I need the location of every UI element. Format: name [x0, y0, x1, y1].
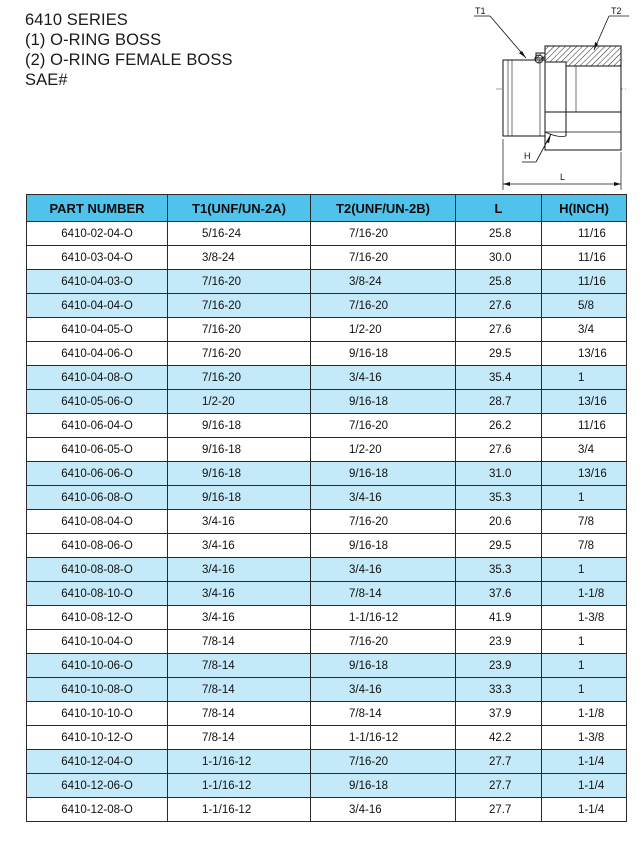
column-header-part-number: PART NUMBER — [27, 195, 168, 222]
t2-cell: 1/2-20 — [311, 318, 456, 342]
label-h: H — [524, 151, 531, 161]
t1-cell: 1-1/16-12 — [168, 774, 311, 798]
t2-cell: 7/16-20 — [311, 630, 456, 654]
h-cell: 11/16 — [542, 414, 627, 438]
part-number-cell: 6410-10-10-O — [27, 702, 168, 726]
part-number-cell: 6410-10-04-O — [27, 630, 168, 654]
part-number-cell: 6410-02-04-O — [27, 222, 168, 246]
table-row — [27, 678, 627, 702]
h-cell: 13/16 — [542, 462, 627, 486]
t2-cell: 1/2-20 — [311, 438, 456, 462]
part-spec-table — [26, 194, 627, 822]
part-number-cell: 6410-08-08-O — [27, 558, 168, 582]
table-row — [27, 750, 627, 774]
h-cell: 1 — [542, 678, 627, 702]
table-row — [27, 462, 627, 486]
part-number-cell: 6410-04-03-O — [27, 270, 168, 294]
column-header-h: H(INCH) — [542, 195, 627, 222]
table-row — [27, 270, 627, 294]
table-row — [27, 318, 627, 342]
table-row — [27, 390, 627, 414]
h-cell: 1-1/4 — [542, 750, 627, 774]
column-header-t1: T1(UNF/UN-2A) — [168, 195, 311, 222]
h-cell: 3/4 — [542, 318, 627, 342]
t2-cell: 3/4-16 — [311, 486, 456, 510]
table-row — [27, 510, 627, 534]
column-header-l: L — [456, 195, 542, 222]
t2-cell: 7/16-20 — [311, 246, 456, 270]
table-row — [27, 630, 627, 654]
part-number-cell: 6410-05-06-O — [27, 390, 168, 414]
h-cell: 11/16 — [542, 270, 627, 294]
table-row — [27, 798, 627, 822]
table-row — [27, 582, 627, 606]
t1-cell: 7/8-14 — [168, 702, 311, 726]
h-cell: 11/16 — [542, 222, 627, 246]
t1-cell: 7/16-20 — [168, 270, 311, 294]
l-cell: 26.2 — [456, 414, 542, 438]
h-cell: 1-1/4 — [542, 798, 627, 822]
part-number-cell: 6410-06-08-O — [27, 486, 168, 510]
t1-cell: 1-1/16-12 — [168, 798, 311, 822]
table-row — [27, 726, 627, 750]
part-number-cell: 6410-06-06-O — [27, 462, 168, 486]
l-cell: 23.9 — [456, 654, 542, 678]
h-cell: 1-1/4 — [542, 774, 627, 798]
o-ring — [535, 55, 543, 63]
table-row — [27, 774, 627, 798]
subtitle-sae: SAE# — [25, 71, 68, 89]
t1-cell: 7/8-14 — [168, 630, 311, 654]
t2-cell: 7/16-20 — [311, 222, 456, 246]
h-cell: 1-3/8 — [542, 726, 627, 750]
table-row — [27, 294, 627, 318]
male-boss-body — [503, 60, 545, 136]
table-row — [27, 654, 627, 678]
h-cell: 1-1/8 — [542, 582, 627, 606]
part-number-cell: 6410-12-06-O — [27, 774, 168, 798]
t2-cell: 1-1/16-12 — [311, 726, 456, 750]
l-cell: 37.6 — [456, 582, 542, 606]
t1-cell: 7/16-20 — [168, 366, 311, 390]
part-number-cell: 6410-04-05-O — [27, 318, 168, 342]
h-cell: 1 — [542, 486, 627, 510]
part-number-cell: 6410-06-04-O — [27, 414, 168, 438]
t2-cell: 9/16-18 — [311, 462, 456, 486]
t1-cell: 9/16-18 — [168, 486, 311, 510]
t2-cell: 7/8-14 — [311, 702, 456, 726]
l-cell: 29.5 — [456, 534, 542, 558]
table-row — [27, 342, 627, 366]
h-cell: 1 — [542, 366, 627, 390]
l-cell: 25.8 — [456, 270, 542, 294]
h-cell: 5/8 — [542, 294, 627, 318]
l-cell: 31.0 — [456, 462, 542, 486]
label-t2: T2 — [611, 6, 622, 16]
label-l: L — [560, 172, 566, 182]
table-body — [27, 222, 627, 822]
part-number-cell: 6410-04-06-O — [27, 342, 168, 366]
part-number-cell: 6410-03-04-O — [27, 246, 168, 270]
t1-cell: 7/8-14 — [168, 678, 311, 702]
t1-cell: 1-1/16-12 — [168, 750, 311, 774]
table-row — [27, 246, 627, 270]
t1-cell: 7/16-20 — [168, 294, 311, 318]
table-row — [27, 222, 627, 246]
h-cell: 7/8 — [542, 534, 627, 558]
subtitle-o-ring-female-boss: (2) O-RING FEMALE BOSS — [25, 51, 233, 69]
t1-cell: 3/4-16 — [168, 558, 311, 582]
t1-cell: 9/16-18 — [168, 438, 311, 462]
l-cell: 28.7 — [456, 390, 542, 414]
h-cell: 1 — [542, 630, 627, 654]
part-number-cell: 6410-12-08-O — [27, 798, 168, 822]
l-cell: 27.6 — [456, 294, 542, 318]
l-cell: 20.6 — [456, 510, 542, 534]
l-cell: 25.8 — [456, 222, 542, 246]
label-t1: T1 — [475, 6, 486, 16]
h-cell: 7/8 — [542, 510, 627, 534]
h-cell: 1-3/8 — [542, 606, 627, 630]
t2-cell: 7/16-20 — [311, 294, 456, 318]
l-cell: 33.3 — [456, 678, 542, 702]
table-row — [27, 534, 627, 558]
l-cell: 35.4 — [456, 366, 542, 390]
fitting-diagram — [466, 4, 642, 190]
t2-cell: 3/4-16 — [311, 678, 456, 702]
t1-cell: 3/4-16 — [168, 534, 311, 558]
table-row — [27, 702, 627, 726]
h-cell: 13/16 — [542, 390, 627, 414]
l-cell: 27.7 — [456, 750, 542, 774]
part-number-cell: 6410-04-04-O — [27, 294, 168, 318]
l-cell: 23.9 — [456, 630, 542, 654]
part-number-cell: 6410-08-04-O — [27, 510, 168, 534]
t1-cell: 9/16-18 — [168, 414, 311, 438]
l-cell: 37.9 — [456, 702, 542, 726]
h-cell: 3/4 — [542, 438, 627, 462]
part-number-cell: 6410-08-10-O — [27, 582, 168, 606]
h-cell: 13/16 — [542, 342, 627, 366]
t2-cell: 9/16-18 — [311, 342, 456, 366]
series-title-block — [25, 10, 233, 90]
t2-cell: 3/4-16 — [311, 798, 456, 822]
l-cell: 41.9 — [456, 606, 542, 630]
t1-cell: 7/8-14 — [168, 654, 311, 678]
h-cell: 11/16 — [542, 246, 627, 270]
l-cell: 29.5 — [456, 342, 542, 366]
t2-cell: 3/8-24 — [311, 270, 456, 294]
part-number-cell: 6410-08-12-O — [27, 606, 168, 630]
part-number-cell: 6410-08-06-O — [27, 534, 168, 558]
table-header-row — [27, 195, 627, 222]
part-number-cell: 6410-10-06-O — [27, 654, 168, 678]
h-cell: 1-1/8 — [542, 702, 627, 726]
l-cell: 35.3 — [456, 486, 542, 510]
table-row — [27, 606, 627, 630]
part-number-cell: 6410-06-05-O — [27, 438, 168, 462]
t2-cell: 9/16-18 — [311, 774, 456, 798]
h-cell: 1 — [542, 558, 627, 582]
table-row — [27, 414, 627, 438]
t2-cell: 9/16-18 — [311, 654, 456, 678]
l-cell: 35.3 — [456, 558, 542, 582]
t2-cell: 9/16-18 — [311, 390, 456, 414]
subtitle-o-ring-boss: (1) O-RING BOSS — [25, 31, 162, 49]
part-number-cell: 6410-10-12-O — [27, 726, 168, 750]
t1-cell: 1/2-20 — [168, 390, 311, 414]
table-row — [27, 438, 627, 462]
t1-cell: 7/16-20 — [168, 318, 311, 342]
part-number-cell: 6410-04-08-O — [27, 366, 168, 390]
part-number-cell: 6410-12-04-O — [27, 750, 168, 774]
t1-cell: 7/8-14 — [168, 726, 311, 750]
t1-cell: 3/4-16 — [168, 510, 311, 534]
t1-cell: 5/16-24 — [168, 222, 311, 246]
t1-cell: 3/8-24 — [168, 246, 311, 270]
t2-cell: 7/8-14 — [311, 582, 456, 606]
t2-cell: 7/16-20 — [311, 414, 456, 438]
l-cell: 27.7 — [456, 798, 542, 822]
l-cell: 42.2 — [456, 726, 542, 750]
l-cell: 27.6 — [456, 318, 542, 342]
t1-cell: 7/16-20 — [168, 342, 311, 366]
series-title: 6410 SERIES — [25, 11, 128, 29]
t2-cell: 7/16-20 — [311, 510, 456, 534]
part-number-cell: 6410-10-08-O — [27, 678, 168, 702]
t2-cell: 1-1/16-12 — [311, 606, 456, 630]
t1-cell: 3/4-16 — [168, 606, 311, 630]
t2-cell: 9/16-18 — [311, 534, 456, 558]
table-row — [27, 486, 627, 510]
t2-cell: 3/4-16 — [311, 366, 456, 390]
t2-cell: 3/4-16 — [311, 558, 456, 582]
t2-cell: 7/16-20 — [311, 750, 456, 774]
h-cell: 1 — [542, 654, 627, 678]
t1-cell: 3/4-16 — [168, 582, 311, 606]
table-row — [27, 558, 627, 582]
table-row — [27, 366, 627, 390]
column-header-t2: T2(UNF/UN-2B) — [311, 195, 456, 222]
l-cell: 30.0 — [456, 246, 542, 270]
l-cell: 27.7 — [456, 774, 542, 798]
l-cell: 27.6 — [456, 438, 542, 462]
t1-cell: 9/16-18 — [168, 462, 311, 486]
